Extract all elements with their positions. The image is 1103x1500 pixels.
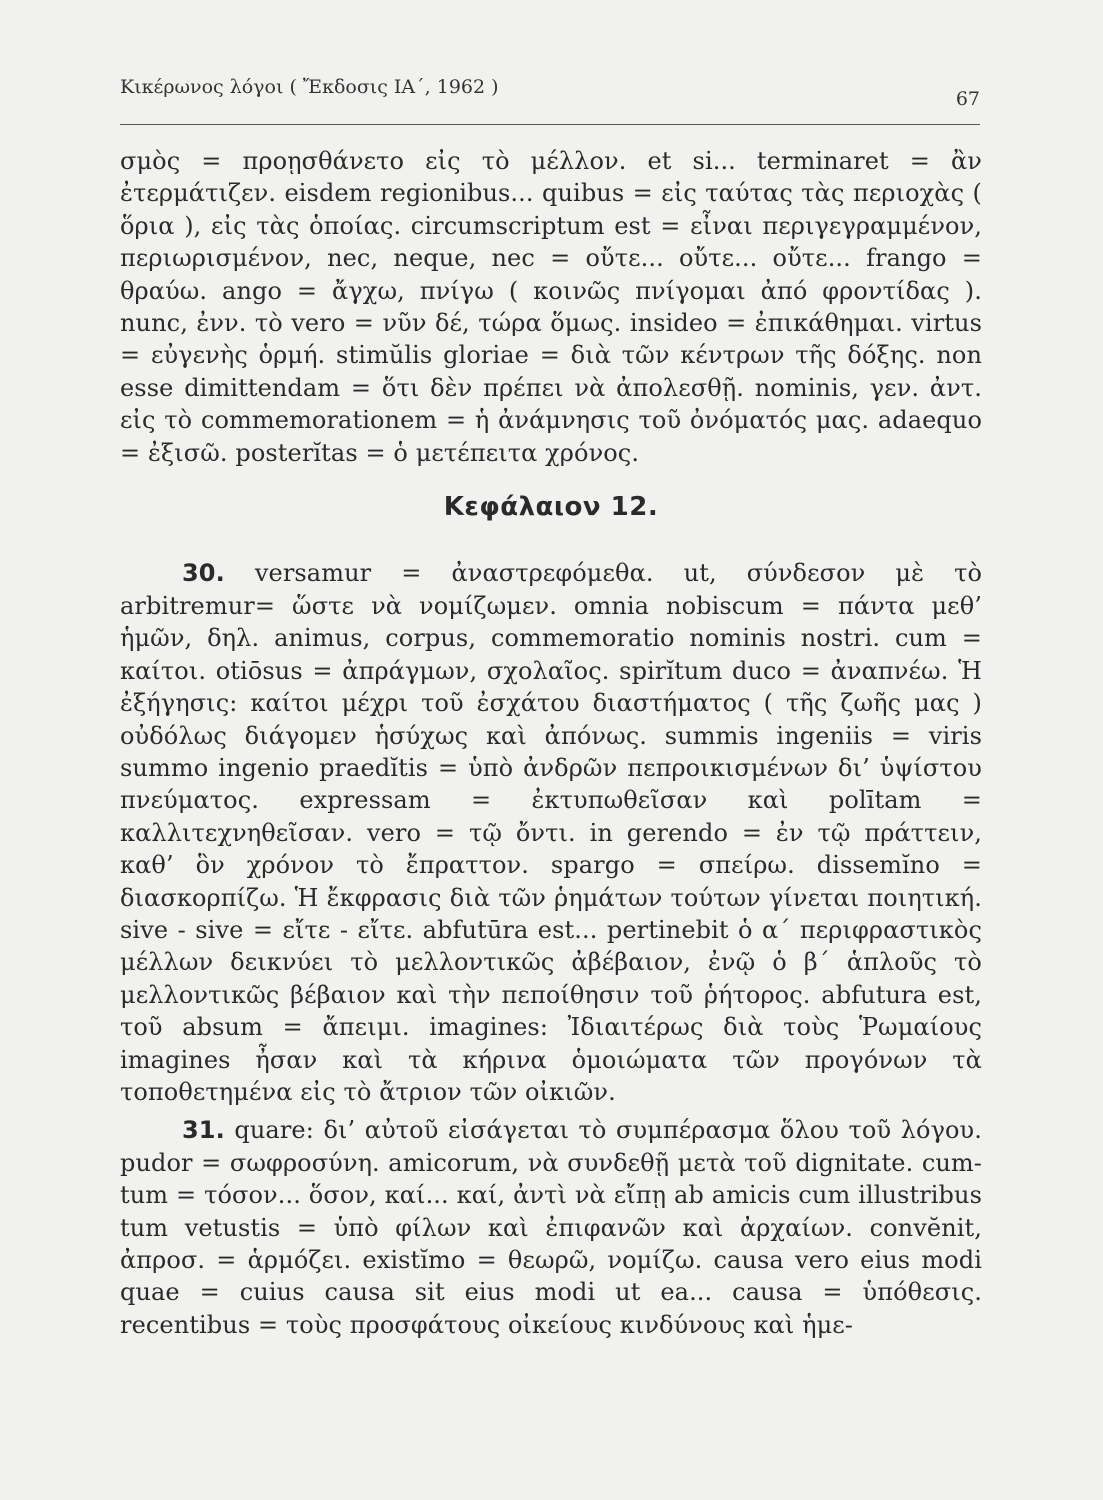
section-text: versamur = ἀναστρεφόμεθα. ut, σύνδεσον μὲ τὸ arbitremur= ὥστε νὰ νομίζωμεν. omnia nobiscum = πάντα μεθ’ ἡμῶν, δηλ. animus, corpus, commemoratio nominis nostri. cum = καίτοι. otiōsus = ἀπράγμων, σχολαῖος. spirĭtum duco = ἀναπνέω. Ἡ ἐξήγησις: καίτοι μέχρι τοῦ ἐσχάτου διαστήματος ( τῆς ζωῆς μας ) οὐδόλως διάγομεν ἡσύχως καὶ ἀπόνως. summis ingeniis = viris summo ingenio praedĭtis = ὑπὸ ἀνδρῶν πεπροικισμένων δι’ ὑψίστου πνεύματος. expressam = ἐκτυπωθεῖσαν καὶ polītam = καλλιτεχνηθεῖσαν. vero = τῷ ὄντι. in gerendo = ἐν τῷ πράττειν, καθ’ ὃν χρόνον τὸ ἔπραττον. spargo = σπείρω. dissemĭno = διασκορπίζω. Ἡ ἔκφρασις διὰ τῶν ῥημάτων τούτων γίνεται ποιητική. sive - sive = εἴτε - εἴτε. abfutūra est... pertinebit ὁ α΄ περιφραστικὸς μέλλων δεικνύει τὸ μελλοντικῶς ἀβέβαιον, ἐνῷ ὁ β΄ ἁπλοῦς τὸ μελλοντικῶς βέβαιον καὶ τὴν πεποίθησιν τοῦ ῥήτορος. abfutura est, τοῦ absum = ἄπειμι. imagines: Ἰδιαιτέρως διὰ τοὺς Ῥωμαίους imagines ἦσαν καὶ τὰ κήρινα ὁμοιώματα τῶν προγόνων τὰ τοποθετημένα εἰς τὸ ἄτριον τῶν οἰκιῶν. xyxy=(120,559,982,1106)
header-rule xyxy=(120,124,980,125)
section-31-paragraph xyxy=(120,1114,982,1341)
page-number: 67 xyxy=(955,88,980,110)
section-text: quare: δι’ αὐτοῦ εἰσάγεται τὸ συμπέρασμα ὅλου τοῦ λόγου. pudor = σωφροσύνη. amicorum, νὰ συνδεθῇ μετὰ τοῦ dignitate. cum-tum = τόσον... ὅσον, καί... καί, ἀντὶ νὰ εἴπῃ ab amicis cum illustribus tum vetustis = ὑπὸ φίλων καὶ ἐπιφανῶν καὶ ἀρχαίων. convĕnit, ἀπροσ. = ἁρμόζει. existĭmo = θεωρῶ, νομίζω. causa vero eius modi quae = cuius causa sit eius modi ut ea... causa = ὑπόθεσις. recentibus = τοὺς προσφάτους οἰκείους κινδύνους καὶ ἡμε- xyxy=(120,1116,982,1339)
book-title: Κικέρωνος λόγοι ( Ἔκδοσις ΙΑ΄, 1962 ) xyxy=(120,76,499,98)
running-head xyxy=(120,76,980,110)
section-number: 31. xyxy=(182,1116,225,1145)
intro-paragraph: σμὸς = προῃσθάνετο εἰς τὸ μέλλον. et si... terminaret = ἂν ἐτερμάτιζεν. eisdem regionibus... quibus = εἰς ταύτας τὰς περιοχὰς ( ὅρια ), εἰς τὰς ὁποίας. circumscriptum est = εἶναι περιγεγραμμένον, περιωρισμένον, nec, neque, nec = οὔτε... οὔτε... οὔτε... frango = θραύω. ango = ἄγχω, πνίγω ( κοινῶς πνίγομαι ἀπό φροντίδας ). nunc, ἐνν. τὸ vero = νῦν δέ, τώρα ὅμως. insideo = ἐπικάθημαι. virtus = εὐγενὴς ὁρμή. stimŭlis gloriae = διὰ τῶν κέντρων τῆς δόξης. non esse dimittendam = ὅτι δὲν πρέπει νὰ ἀπολεσθῇ. nominis, γεν. ἀντ. εἰς τὸ commemorationem = ἡ ἀνάμνησις τοῦ ὀνόματός μας. adaequo = ἐξισῶ. posterĭtas = ὁ μετέπειτα χρόνος. xyxy=(120,147,982,467)
section-30-paragraph xyxy=(120,557,982,1108)
chapter-heading: Κεφάλαιον 12. xyxy=(443,492,659,523)
section-number: 30. xyxy=(182,559,225,588)
body-text xyxy=(120,145,982,1341)
